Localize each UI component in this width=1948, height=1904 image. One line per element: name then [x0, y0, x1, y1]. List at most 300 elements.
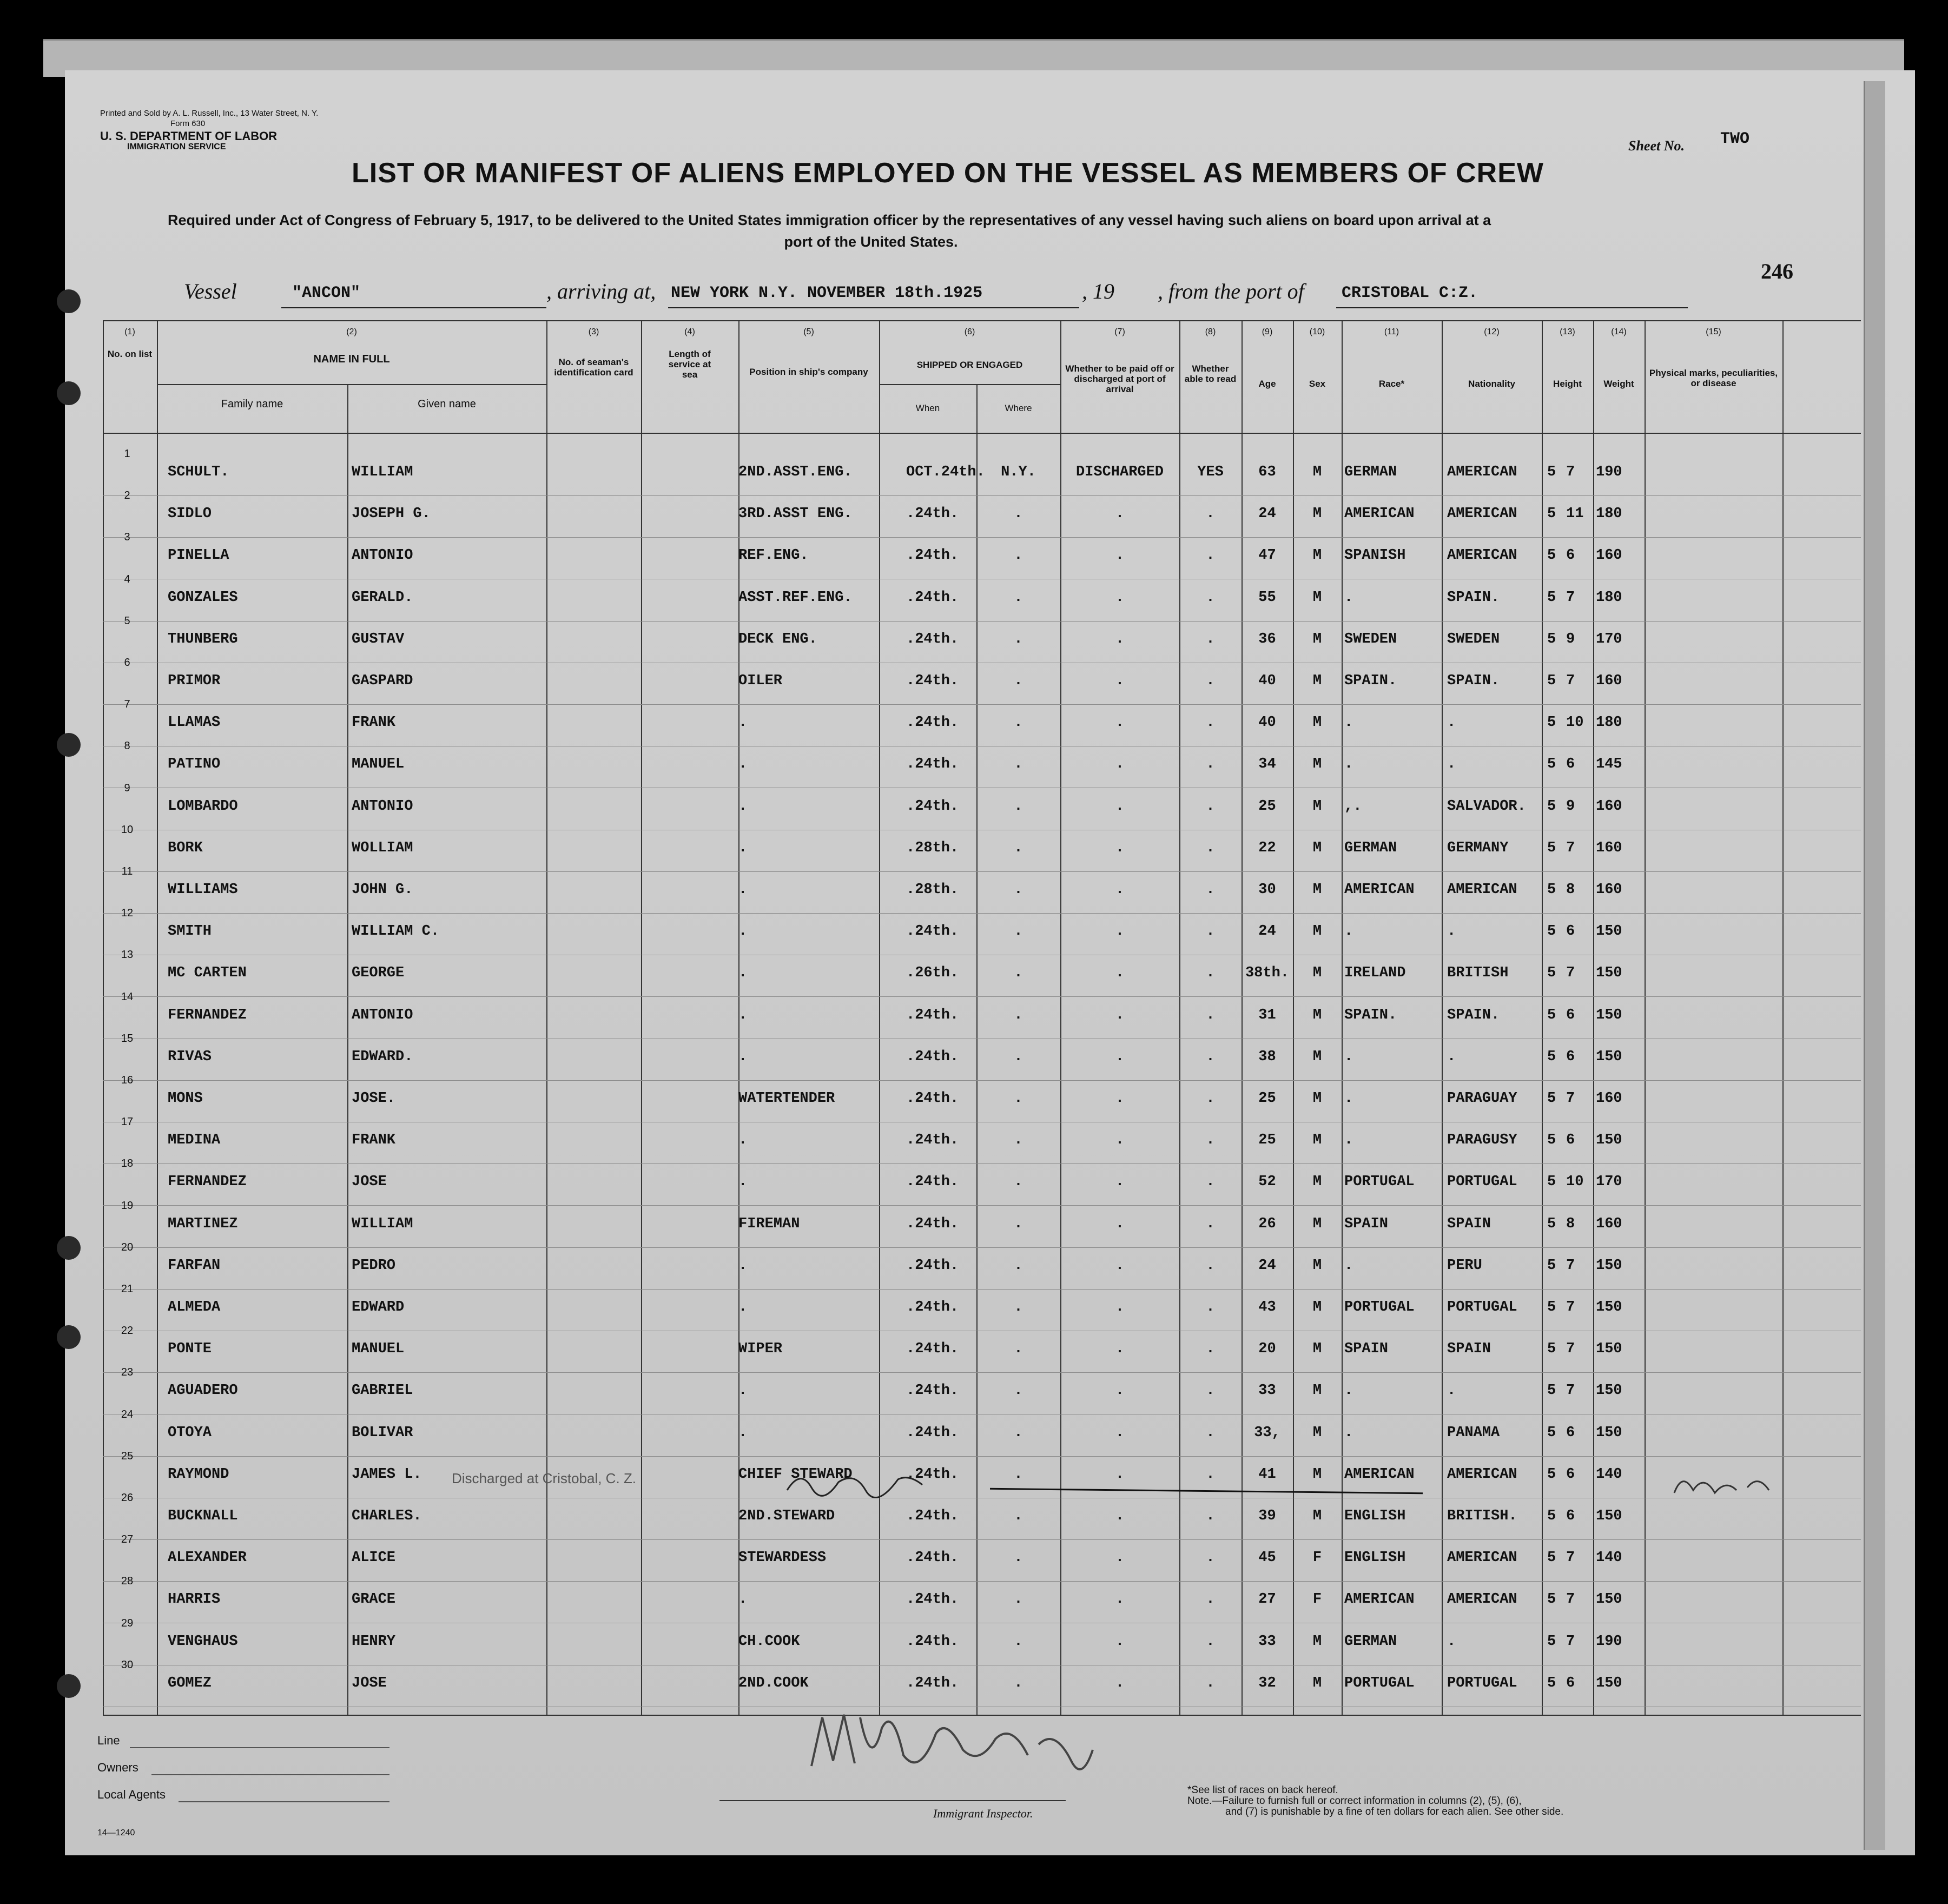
- shipped-subheader-rule: [879, 384, 1060, 385]
- cell-read: .: [1206, 1048, 1215, 1065]
- cell-given: JOSE.: [352, 1090, 396, 1107]
- cell-sex: M: [1312, 923, 1322, 940]
- cell-family: THUNBERG: [168, 631, 238, 647]
- col-11-number: (11): [1384, 327, 1399, 336]
- cell-family: FERNANDEZ: [168, 1007, 247, 1023]
- cell-when: .24th.: [906, 506, 959, 523]
- col-6-number: (6): [964, 327, 975, 336]
- cell-hi: 7: [1566, 965, 1575, 982]
- subtitle-line-1: Required under Act of Congress of February 5, 1917, to be delivered to the United States immigration officer by the representatives of any vessel having such aliens on board upon arrival at a: [168, 212, 1491, 228]
- cell-given: MANUEL: [352, 756, 405, 773]
- row-divider: [103, 1372, 1861, 1373]
- cell-given: EDWARD.: [352, 1048, 413, 1065]
- vessel-name: "ANCON": [292, 284, 361, 302]
- cell-hi: 6: [1566, 756, 1575, 773]
- cell-race: .: [1344, 1424, 1353, 1441]
- cell-paid: .: [1115, 1383, 1125, 1399]
- cell-age: 36: [1258, 631, 1276, 647]
- cell-race: AMERICAN: [1344, 1591, 1415, 1608]
- cell-when: .28th.: [906, 882, 959, 898]
- cell-nat: AMERICAN: [1447, 464, 1517, 480]
- cell-hf: 5: [1547, 756, 1556, 773]
- cell-read: .: [1206, 965, 1215, 982]
- cell-sex: M: [1312, 1299, 1322, 1315]
- cell-wt: 150: [1596, 1132, 1622, 1149]
- underline: [668, 307, 1079, 308]
- cell-hi: 7: [1566, 1341, 1575, 1358]
- cell-age: 24: [1258, 923, 1276, 940]
- vessel-label: Vessel: [184, 279, 237, 303]
- cell-given: GERALD.: [352, 589, 413, 606]
- cell-sex: M: [1312, 798, 1322, 815]
- row-divider: [103, 704, 1861, 705]
- col-border: [879, 320, 880, 1715]
- cell-position: .: [738, 1383, 748, 1399]
- cell-read: .: [1206, 1007, 1215, 1023]
- cell-age: 55: [1258, 589, 1276, 606]
- row-number: 18: [121, 1158, 134, 1170]
- cell-when: .24th.: [906, 673, 959, 689]
- cell-family: FERNANDEZ: [168, 1174, 247, 1191]
- col-border: [1442, 320, 1443, 1715]
- cell-family: RAYMOND: [168, 1466, 229, 1483]
- col-15-header: Physical marks, peculiarities, or disease: [1649, 368, 1778, 388]
- cell-when: .24th.: [906, 756, 959, 773]
- cell-given: EDWARD: [352, 1299, 405, 1315]
- cell-read: .: [1206, 1132, 1215, 1149]
- cell-sex: M: [1312, 1341, 1322, 1358]
- cell-hf: 5: [1547, 1675, 1556, 1691]
- cell-sex: M: [1312, 1508, 1322, 1524]
- cell-read: .: [1206, 1508, 1215, 1524]
- cell-read: .: [1206, 673, 1215, 689]
- cell-hf: 5: [1547, 923, 1556, 940]
- cell-hf: 5: [1547, 547, 1556, 564]
- col-7-number: (7): [1114, 327, 1125, 336]
- cell-race: ENGLISH: [1344, 1550, 1406, 1566]
- inspector-label: Immigrant Inspector.: [933, 1807, 1033, 1820]
- cell-hi: 7: [1566, 839, 1575, 856]
- cell-hi: 9: [1566, 798, 1575, 815]
- cell-hf: 5: [1547, 965, 1556, 982]
- cell-when: .24th.: [906, 1508, 959, 1524]
- cell-nat: SPAIN.: [1447, 589, 1500, 606]
- cell-position: .: [738, 882, 748, 898]
- row-number: 17: [121, 1116, 134, 1128]
- table-top-border: [103, 320, 1861, 321]
- cell-age: 45: [1258, 1550, 1276, 1566]
- cell-position: STEWARDESS: [738, 1550, 827, 1566]
- cell-nat: .: [1447, 756, 1456, 773]
- cell-nat: .: [1447, 1633, 1456, 1650]
- cell-read: .: [1206, 1257, 1215, 1274]
- cell-position: .: [738, 1299, 748, 1315]
- cell-wt: 180: [1596, 506, 1622, 523]
- cell-where: .: [1014, 1090, 1023, 1107]
- cell-where: .: [1014, 882, 1023, 898]
- cell-nat: PORTUGAL: [1447, 1174, 1517, 1191]
- cell-sex: M: [1312, 1383, 1322, 1399]
- cell-hf: 5: [1547, 1550, 1556, 1566]
- row-divider: [103, 1247, 1861, 1248]
- table-header-border: [103, 433, 1861, 434]
- cell-paid: .: [1115, 798, 1125, 815]
- cell-age: 24: [1258, 506, 1276, 523]
- cell-wt: 150: [1596, 1383, 1622, 1399]
- cell-family: BORK: [168, 839, 203, 856]
- cell-wt: 190: [1596, 464, 1622, 480]
- cell-paid: .: [1115, 589, 1125, 606]
- cell-age: 30: [1258, 882, 1276, 898]
- cell-read: YES: [1197, 464, 1224, 480]
- cell-race: SPANISH: [1344, 547, 1406, 564]
- printer-credit: Printed and Sold by A. L. Russell, Inc., 13 Water Street, N. Y. Form 630: [100, 109, 319, 128]
- punch-hole: [57, 381, 81, 405]
- col-border: [157, 320, 158, 1715]
- row-divider: [103, 996, 1861, 997]
- cell-race: SPAIN: [1344, 1341, 1389, 1358]
- cell-family: LLAMAS: [168, 715, 221, 731]
- cell-family: GONZALES: [168, 589, 238, 606]
- cell-nat: .: [1447, 715, 1456, 731]
- cell-read: .: [1206, 547, 1215, 564]
- cell-read: .: [1206, 1591, 1215, 1608]
- cell-sex: M: [1312, 882, 1322, 898]
- cell-family: ALMEDA: [168, 1299, 221, 1315]
- service-name: IMMIGRATION SERVICE: [127, 142, 226, 151]
- cell-family: MARTINEZ: [168, 1215, 238, 1232]
- row-number: 1: [124, 448, 130, 460]
- row-number: 25: [121, 1450, 134, 1462]
- note-line-1: Note.—Failure to furnish full or correct information in columns (2), (5), (6),: [1187, 1795, 1522, 1807]
- cell-position: .: [738, 1591, 748, 1608]
- cell-position: 2ND.COOK: [738, 1675, 809, 1691]
- col-border: [1342, 320, 1343, 1715]
- row-number: 6: [124, 657, 130, 669]
- cell-when: .24th.: [906, 1090, 959, 1107]
- cell-when: .24th.: [906, 631, 959, 647]
- punch-hole: [57, 289, 81, 313]
- cell-where: .: [1014, 1675, 1023, 1691]
- cell-given: WOLLIAM: [352, 839, 413, 856]
- cell-position: .: [738, 1257, 748, 1274]
- cell-where: .: [1014, 1466, 1023, 1483]
- col-border: [546, 320, 547, 1715]
- cell-age: 40: [1258, 715, 1276, 731]
- arriving-value: NEW YORK N.Y. NOVEMBER 18th.1925: [671, 284, 983, 302]
- cell-given: JAMES L.: [352, 1466, 422, 1483]
- cell-paid: .: [1115, 673, 1125, 689]
- cell-given: ANTONIO: [352, 1007, 413, 1023]
- cell-race: PORTUGAL: [1344, 1174, 1415, 1191]
- cell-read: .: [1206, 1633, 1215, 1650]
- col-1-number: (1): [124, 327, 135, 336]
- col-1-header: No. on list: [107, 349, 153, 359]
- cell-position: ASST.REF.ENG.: [738, 589, 853, 606]
- cell-position: .: [738, 923, 748, 940]
- cell-paid: .: [1115, 1257, 1125, 1274]
- cell-where: .: [1014, 673, 1023, 689]
- cell-nat: SALVADOR.: [1447, 798, 1526, 815]
- col-border: [347, 384, 348, 1715]
- handwritten-signature: [784, 1466, 925, 1498]
- inspector-rule: [719, 1800, 1066, 1801]
- col-6-where-header: Where: [1005, 403, 1032, 413]
- cell-race: SPAIN.: [1344, 1007, 1397, 1023]
- cell-family: BUCKNALL: [168, 1508, 238, 1524]
- cell-paid: .: [1115, 756, 1125, 773]
- cell-where: .: [1014, 506, 1023, 523]
- col-4-number: (4): [684, 327, 695, 336]
- cell-wt: 150: [1596, 1257, 1622, 1274]
- cell-race: ,.: [1344, 798, 1362, 815]
- cell-sex: M: [1312, 1257, 1322, 1274]
- cell-family: HARRIS: [168, 1591, 221, 1608]
- punch-hole: [57, 1674, 81, 1698]
- cell-when: .24th.: [906, 715, 959, 731]
- cell-read: .: [1206, 1215, 1215, 1232]
- row-number: 28: [121, 1575, 134, 1588]
- cell-paid: .: [1115, 1299, 1125, 1315]
- col-7-header: Whether to be paid off or discharged at port of arrival: [1065, 363, 1174, 394]
- cell-age: 34: [1258, 756, 1276, 773]
- cell-read: .: [1206, 631, 1215, 647]
- note-line-2: and (7) is punishable by a fine of ten dollars for each alien. See other side.: [1225, 1806, 1564, 1817]
- cell-wt: 140: [1596, 1466, 1622, 1483]
- col-14-header: Weight: [1603, 379, 1634, 389]
- cell-given: JOSE: [352, 1675, 387, 1691]
- col-border: [641, 320, 642, 1715]
- cell-position: DECK ENG.: [738, 631, 817, 647]
- cell-when: .24th.: [906, 1007, 959, 1023]
- cell-when: .24th.: [906, 1550, 959, 1566]
- cell-position: .: [738, 965, 748, 982]
- cell-given: GUSTAV: [352, 631, 405, 647]
- cell-hf: 5: [1547, 631, 1556, 647]
- cell-read: .: [1206, 1550, 1215, 1566]
- col-2-header: NAME IN FULL: [313, 353, 390, 365]
- cell-race: AMERICAN: [1344, 506, 1415, 523]
- col-10-header: Sex: [1309, 379, 1326, 389]
- form-number: 14—1240: [97, 1828, 135, 1837]
- cell-wt: 160: [1596, 1090, 1622, 1107]
- row-divider: [103, 1205, 1861, 1206]
- cell-hf: 5: [1547, 798, 1556, 815]
- col-border: [1593, 320, 1594, 1715]
- cell-nat: PORTUGAL: [1447, 1299, 1517, 1315]
- cell-sex: M: [1312, 839, 1322, 856]
- cell-age: 33: [1258, 1633, 1276, 1650]
- row-number: 22: [121, 1325, 134, 1337]
- cell-position: .: [738, 1132, 748, 1149]
- cell-sex: M: [1312, 1048, 1322, 1065]
- cell-wt: 160: [1596, 1215, 1622, 1232]
- cell-age: 41: [1258, 1466, 1276, 1483]
- cell-given: JOSE: [352, 1174, 387, 1191]
- cell-hi: 7: [1566, 1090, 1575, 1107]
- cell-wt: 145: [1596, 756, 1622, 773]
- row-number: 27: [121, 1533, 134, 1546]
- cell-paid: .: [1115, 547, 1125, 564]
- col-6-header: SHIPPED OR ENGAGED: [916, 360, 1023, 370]
- cell-wt: 150: [1596, 1341, 1622, 1358]
- cell-paid: .: [1115, 1174, 1125, 1191]
- cell-position: 3RD.ASST ENG.: [738, 506, 853, 523]
- arriving-label: , arriving at,: [546, 279, 656, 303]
- col-10-number: (10): [1309, 327, 1325, 336]
- sheet-number-label: Sheet No.: [1628, 138, 1685, 154]
- cell-paid: .: [1115, 839, 1125, 856]
- cell-age: 40: [1258, 673, 1276, 689]
- row-number: 15: [121, 1032, 134, 1044]
- row-divider: [103, 1080, 1861, 1081]
- cell-wt: 160: [1596, 882, 1622, 898]
- cell-age: 43: [1258, 1299, 1276, 1315]
- cell-nat: SPAIN: [1447, 1341, 1491, 1358]
- cell-paid: .: [1115, 1090, 1125, 1107]
- cell-hi: 6: [1566, 1466, 1575, 1483]
- cell-hi: 7: [1566, 1299, 1575, 1315]
- col-2-given-header: Given name: [418, 398, 476, 410]
- cell-given: GRACE: [352, 1591, 396, 1608]
- col-5-number: (5): [803, 327, 814, 336]
- stamp-number: 246: [1761, 259, 1793, 283]
- cell-hi: 9: [1566, 631, 1575, 647]
- cell-position: 2ND.STEWARD: [738, 1508, 835, 1524]
- cell-where: .: [1014, 756, 1023, 773]
- cell-nat: AMERICAN: [1447, 547, 1517, 564]
- cell-hf: 5: [1547, 715, 1556, 731]
- cell-read: .: [1206, 1383, 1215, 1399]
- manifest-sheet: [65, 70, 1915, 1855]
- cell-given: ALICE: [352, 1550, 396, 1566]
- cell-paid: .: [1115, 1591, 1125, 1608]
- cell-nat: SPAIN.: [1447, 1007, 1500, 1023]
- cell-hi: 7: [1566, 1633, 1575, 1650]
- cell-paid: .: [1115, 882, 1125, 898]
- cell-race: .: [1344, 1383, 1353, 1399]
- cell-where: .: [1014, 547, 1023, 564]
- page-edge: [1864, 81, 1885, 1850]
- cell-nat: GERMANY: [1447, 839, 1509, 856]
- col-border: [1542, 320, 1543, 1715]
- cell-read: .: [1206, 1174, 1215, 1191]
- cell-sex: M: [1312, 1132, 1322, 1149]
- department-name: U. S. DEPARTMENT OF LABOR: [100, 129, 278, 143]
- row-divider: [103, 537, 1861, 538]
- cell-read: .: [1206, 839, 1215, 856]
- cell-wt: 170: [1596, 631, 1622, 647]
- cell-when: .24th.: [906, 547, 959, 564]
- cell-hf: 5: [1547, 1048, 1556, 1065]
- cell-paid: .: [1115, 1215, 1125, 1232]
- cell-paid: .: [1115, 1550, 1125, 1566]
- row-number: 8: [124, 740, 130, 752]
- cell-where: .: [1014, 715, 1023, 731]
- cell-read: .: [1206, 923, 1215, 940]
- cell-nat: PARAGUAY: [1447, 1090, 1517, 1107]
- cell-hf: 5: [1547, 1132, 1556, 1149]
- cell-paid: .: [1115, 506, 1125, 523]
- cell-hf: 5: [1547, 1383, 1556, 1399]
- cell-age: 38: [1258, 1048, 1276, 1065]
- footer-rule: [130, 1747, 389, 1748]
- cell-sex: M: [1312, 1090, 1322, 1107]
- row-number: 11: [121, 865, 133, 877]
- row-divider: [103, 1581, 1861, 1582]
- cell-position: REF.ENG.: [738, 547, 809, 564]
- cell-sex: M: [1312, 547, 1322, 564]
- cell-race: ENGLISH: [1344, 1508, 1406, 1524]
- cell-hf: 5: [1547, 1466, 1556, 1483]
- cell-read: .: [1206, 1341, 1215, 1358]
- cell-hi: 8: [1566, 1215, 1575, 1232]
- col-9-header: Age: [1258, 379, 1276, 389]
- cell-sex: M: [1312, 1466, 1322, 1483]
- cell-wt: 160: [1596, 673, 1622, 689]
- cell-paid: .: [1115, 965, 1125, 982]
- cell-age: 24: [1258, 1257, 1276, 1274]
- cell-hf: 5: [1547, 1257, 1556, 1274]
- cell-age: 31: [1258, 1007, 1276, 1023]
- cell-wt: 150: [1596, 923, 1622, 940]
- cell-race: .: [1344, 1257, 1353, 1274]
- col-11-header: Race*: [1378, 379, 1405, 389]
- cell-hi: 6: [1566, 547, 1575, 564]
- cell-sex: M: [1312, 589, 1322, 606]
- cell-race: .: [1344, 1048, 1353, 1065]
- cell-nat: PANAMA: [1447, 1424, 1500, 1441]
- cell-when: .24th.: [906, 1215, 959, 1232]
- subtitle-line-2: port of the United States.: [784, 234, 958, 250]
- cell-hf: 5: [1547, 1299, 1556, 1315]
- cell-race: GERMAN: [1344, 1633, 1397, 1650]
- cell-when: .24th.: [906, 1132, 959, 1149]
- cell-hi: 7: [1566, 589, 1575, 606]
- cell-when: .24th.: [906, 1424, 959, 1441]
- row-divider: [103, 1289, 1861, 1290]
- cell-position: .: [738, 756, 748, 773]
- cell-wt: 140: [1596, 1550, 1622, 1566]
- from-port-label: , from the port of: [1158, 279, 1304, 303]
- cell-race: SPAIN.: [1344, 673, 1397, 689]
- cell-read: .: [1206, 506, 1215, 523]
- owners-label: Owners: [97, 1761, 138, 1774]
- cell-given: ANTONIO: [352, 547, 413, 564]
- cell-hi: 6: [1566, 1424, 1575, 1441]
- cell-read: .: [1206, 1090, 1215, 1107]
- cell-position: CHIEF STEWARD: [738, 1466, 853, 1483]
- cell-family: ALEXANDER: [168, 1550, 247, 1566]
- cell-position: FIREMAN: [738, 1215, 800, 1232]
- row-number: 12: [121, 907, 134, 920]
- cell-paid: .: [1115, 1341, 1125, 1358]
- cell-given: GASPARD: [352, 673, 413, 689]
- cell-hf: 5: [1547, 1508, 1556, 1524]
- cell-wt: 150: [1596, 1591, 1622, 1608]
- cell-family: LOMBARDO: [168, 798, 238, 815]
- cell-race: SWEDEN: [1344, 631, 1397, 647]
- cell-where: .: [1014, 965, 1023, 982]
- cell-paid: .: [1115, 1048, 1125, 1065]
- footer-rule: [151, 1774, 389, 1775]
- cell-wt: 160: [1596, 798, 1622, 815]
- cell-age: 32: [1258, 1675, 1276, 1691]
- cell-when: .24th.: [906, 1341, 959, 1358]
- row-number: 30: [121, 1658, 134, 1671]
- cell-age: 47: [1258, 547, 1276, 564]
- cell-when: .28th.: [906, 839, 959, 856]
